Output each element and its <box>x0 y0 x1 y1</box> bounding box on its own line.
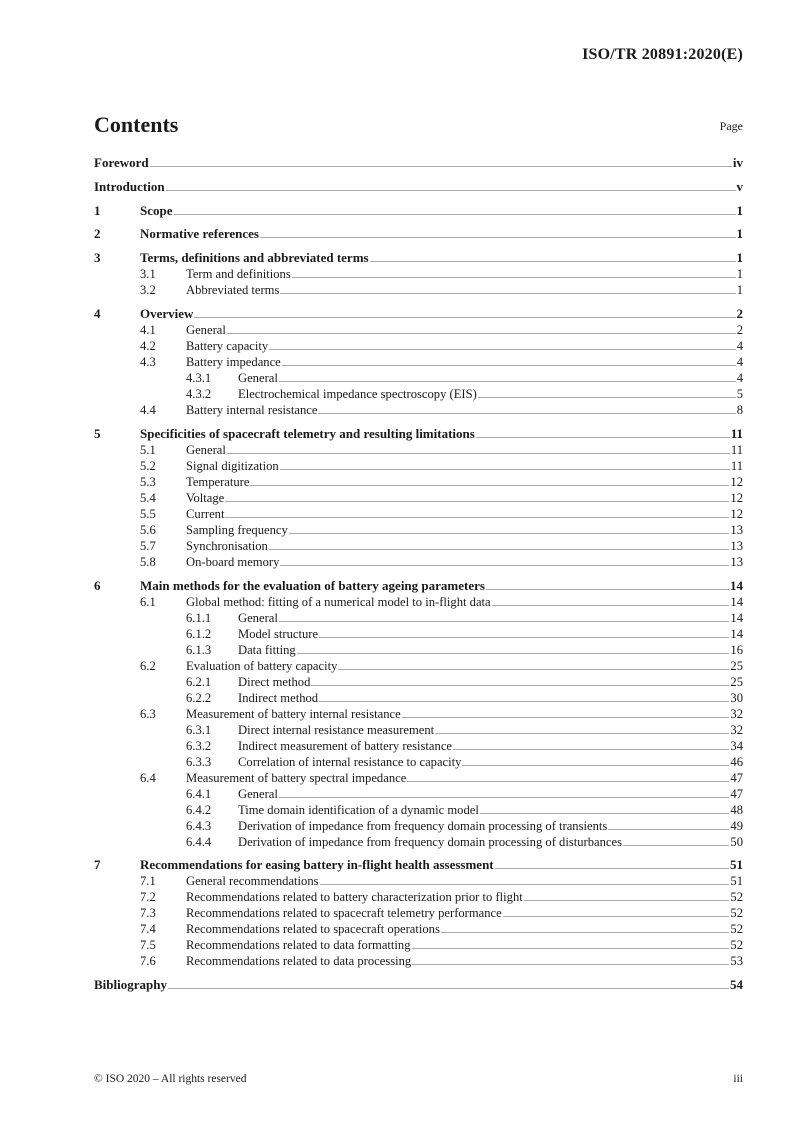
toc-entry[interactable] <box>94 266 743 282</box>
toc-entry-page[interactable]: 32 <box>730 722 743 737</box>
toc-entry[interactable] <box>94 921 743 937</box>
toc-entry[interactable] <box>94 226 743 242</box>
dot-leader <box>150 166 732 167</box>
toc-entry[interactable] <box>94 538 743 554</box>
toc-entry[interactable] <box>94 626 743 642</box>
toc-entry-number: 6.2.1 <box>186 674 212 689</box>
toc-entry[interactable] <box>94 905 743 921</box>
toc-entry-title[interactable]: Correlation of internal resistance to capacity <box>238 754 462 769</box>
toc-entry-page[interactable]: 14 <box>730 610 743 625</box>
toc-entry-page[interactable]: 11 <box>730 425 743 441</box>
toc-entry-title[interactable]: Normative references <box>140 226 259 242</box>
toc-entry-page[interactable]: 25 <box>730 674 743 689</box>
toc-entry[interactable] <box>94 370 743 386</box>
toc-entry-page[interactable]: 46 <box>730 754 743 769</box>
dot-leader <box>480 813 730 814</box>
toc-entry[interactable] <box>94 506 743 522</box>
toc-entry[interactable] <box>94 179 743 195</box>
dot-leader <box>435 733 729 734</box>
toc-entry[interactable] <box>94 490 743 506</box>
toc-entry-page[interactable]: 8 <box>736 402 743 417</box>
toc-entry[interactable] <box>94 770 743 786</box>
toc-entry-number: 4.3.1 <box>186 370 212 385</box>
dot-leader <box>486 589 729 590</box>
toc-entry[interactable] <box>94 322 743 338</box>
toc-entry[interactable] <box>94 610 743 626</box>
toc-entry-page[interactable]: 25 <box>730 658 743 673</box>
toc-entry[interactable] <box>94 873 743 889</box>
dot-leader <box>412 964 729 965</box>
dot-leader <box>194 317 735 318</box>
toc-entry-title[interactable]: Foreword <box>94 155 149 170</box>
toc-entry-title[interactable]: Measurement of battery spectral impedance <box>186 770 407 785</box>
toc-entry-page[interactable]: 2 <box>736 322 743 337</box>
toc-entry-title[interactable]: Abbreviated terms <box>186 283 280 298</box>
toc-entry-number: 5.8 <box>140 554 156 569</box>
toc-entry[interactable] <box>94 937 743 953</box>
toc-entry[interactable] <box>94 578 743 594</box>
toc-entry-page[interactable]: 1 <box>736 267 743 282</box>
toc-entry-page[interactable]: 4 <box>736 338 743 353</box>
toc-entry-title[interactable]: General <box>238 370 278 385</box>
toc-entry-title[interactable]: Global method: fitting of a numerical model to in-flight data <box>186 594 491 609</box>
toc-entry-number: 7 <box>94 857 101 873</box>
toc-entry-page[interactable]: 54 <box>730 977 743 993</box>
toc-entry-page[interactable]: 1 <box>736 283 743 298</box>
toc-entry[interactable] <box>94 818 743 834</box>
dot-leader <box>492 605 730 606</box>
dot-leader <box>279 797 730 798</box>
toc-entry-number: 5.4 <box>140 490 156 505</box>
toc-entry[interactable] <box>94 977 743 993</box>
toc-entry-number: 4.1 <box>140 322 156 337</box>
toc-entry-title[interactable]: Recommendations related to data formatting <box>186 938 411 953</box>
contents-heading: Contents <box>94 112 179 137</box>
toc-entry-number: 5.7 <box>140 538 156 553</box>
dot-leader <box>280 565 729 566</box>
toc-entry-page[interactable]: 34 <box>730 738 743 753</box>
toc-entry-number: 3 <box>94 250 101 266</box>
toc-entry-number: 5.6 <box>140 522 156 537</box>
toc-entry[interactable] <box>94 554 743 570</box>
toc-entry-number: 7.3 <box>140 906 156 921</box>
toc-entry-page[interactable]: 16 <box>730 642 743 657</box>
toc-entry[interactable] <box>94 474 743 490</box>
toc-entry-title[interactable]: General <box>186 442 226 457</box>
toc-entry-number: 6.1.1 <box>186 610 212 625</box>
toc-entry-page[interactable]: v <box>736 178 743 194</box>
dot-leader <box>370 261 736 262</box>
toc-entry-page[interactable]: 14 <box>730 626 743 641</box>
toc-entry-number: 5.2 <box>140 458 156 473</box>
toc-entry[interactable] <box>94 674 743 690</box>
toc-entry-title[interactable]: Recommendations related to spacecraft operations <box>186 922 440 937</box>
toc-entry-title[interactable]: Measurement of battery internal resistance <box>186 706 401 721</box>
dot-leader <box>476 437 730 438</box>
dot-leader <box>166 190 736 191</box>
toc-entry-number: 6.3.1 <box>186 722 212 737</box>
toc-entry-page[interactable]: 12 <box>730 474 743 489</box>
dot-leader <box>297 653 730 654</box>
toc-entry-page[interactable]: 52 <box>730 906 743 921</box>
toc-entry[interactable] <box>94 754 743 770</box>
dot-leader <box>319 701 729 702</box>
toc-entry-number: 7.1 <box>140 874 156 889</box>
toc-entry-number: 6 <box>94 577 101 593</box>
dot-leader <box>462 765 729 766</box>
toc-entry[interactable] <box>94 889 743 905</box>
toc-entry-number: 6.1 <box>140 594 156 609</box>
dot-leader <box>282 365 736 366</box>
toc-entry-number: 4.4 <box>140 402 156 417</box>
dot-leader <box>319 637 729 638</box>
toc-entry-title[interactable]: Recommendations related to spacecraft telemetry performance <box>186 906 502 921</box>
toc-entry[interactable] <box>94 722 743 738</box>
dot-leader <box>503 916 730 917</box>
toc-entry-title[interactable]: Derivation of impedance from frequency domain processing of disturbances <box>238 834 622 849</box>
toc-entry-page[interactable]: 13 <box>730 554 743 569</box>
dot-leader <box>608 829 729 830</box>
toc-entry-number: 4.3 <box>140 354 156 369</box>
toc-entry-page[interactable]: 13 <box>730 538 743 553</box>
toc-entry-number: 6.3.3 <box>186 754 212 769</box>
toc-entry[interactable] <box>94 706 743 722</box>
dot-leader <box>441 932 730 933</box>
toc-entry-number: 6.4.2 <box>186 802 212 817</box>
toc-entry[interactable] <box>94 458 743 474</box>
toc-entry-title[interactable]: Recommendations related to battery characterization prior to flight <box>186 890 523 905</box>
dot-leader <box>227 333 736 334</box>
dot-leader <box>338 669 729 670</box>
toc-entry-title[interactable]: Battery impedance <box>186 354 281 369</box>
dot-leader <box>280 469 730 470</box>
toc-entry-page[interactable]: 1 <box>736 250 743 266</box>
dot-leader <box>174 214 736 215</box>
toc-entry-page[interactable]: 4 <box>736 354 743 369</box>
toc-entry-page[interactable]: iv <box>732 155 743 170</box>
toc-entry-number: 2 <box>94 226 101 242</box>
dot-leader <box>250 485 729 486</box>
toc-entry-page[interactable]: 53 <box>730 954 743 969</box>
toc-entry[interactable] <box>94 802 743 818</box>
toc-entry-title[interactable]: Electrochemical impedance spectroscopy (EIS) <box>238 386 477 401</box>
toc-entry-number: 4 <box>94 305 101 321</box>
toc-entry-title[interactable]: General <box>186 322 226 337</box>
dot-leader <box>524 900 730 901</box>
toc-entry-page[interactable]: 11 <box>730 442 743 457</box>
toc-entry-number: 7.5 <box>140 938 156 953</box>
toc-entry-title[interactable]: Temperature <box>186 474 250 489</box>
toc-entry[interactable] <box>94 953 743 969</box>
toc-entry[interactable] <box>94 642 743 658</box>
toc-entry-page[interactable]: 51 <box>730 874 743 889</box>
toc-entry-page[interactable]: 50 <box>730 834 743 849</box>
toc-entry-page[interactable]: 52 <box>730 938 743 953</box>
toc-entry-title[interactable]: Recommendations related to data processing <box>186 954 412 969</box>
dot-leader <box>279 621 730 622</box>
toc-entry-title[interactable]: Synchronisation <box>186 538 268 553</box>
toc-entry-title[interactable]: Indirect method <box>238 690 319 705</box>
toc-entry-page[interactable]: 1 <box>736 202 743 218</box>
toc-entry[interactable] <box>94 338 743 354</box>
toc-entry-page[interactable]: 47 <box>730 786 743 801</box>
toc-entry-page[interactable]: 12 <box>730 506 743 521</box>
toc-entry[interactable] <box>94 402 743 418</box>
toc-entry-page[interactable]: 14 <box>730 594 743 609</box>
toc-entry-title[interactable]: Data fitting <box>238 642 296 657</box>
toc-entry-title[interactable]: Terms, definitions and abbreviated terms <box>140 250 369 266</box>
toc-entry-number: 6.3 <box>140 706 156 721</box>
toc-entry-number: 5.5 <box>140 506 156 521</box>
dot-leader <box>227 453 730 454</box>
dot-leader <box>318 413 735 414</box>
toc-entry-title[interactable]: Direct internal resistance measurement <box>238 722 435 737</box>
dot-leader <box>168 988 729 989</box>
dot-leader <box>311 685 729 686</box>
toc-entry-page[interactable]: 32 <box>730 706 743 721</box>
toc-entry-number: 6.4.1 <box>186 786 212 801</box>
toc-entry[interactable] <box>94 306 743 322</box>
dot-leader <box>225 501 729 502</box>
dot-leader <box>225 517 729 518</box>
page-number: iii <box>733 1073 743 1085</box>
toc-entry[interactable] <box>94 594 743 610</box>
toc-entry-number: 3.1 <box>140 267 156 282</box>
toc-entry-title[interactable]: Evaluation of battery capacity <box>186 658 338 673</box>
toc-entry-page[interactable]: 2 <box>736 305 743 321</box>
dot-leader <box>402 717 730 718</box>
toc-entry-page[interactable]: 5 <box>736 386 743 401</box>
toc-entry-number: 7.2 <box>140 890 156 905</box>
dot-leader <box>289 533 730 534</box>
toc-entry-page[interactable]: 52 <box>730 890 743 905</box>
toc-entry-number: 7.6 <box>140 954 156 969</box>
toc-entry-title[interactable]: Voltage <box>186 490 225 505</box>
toc-entry-title[interactable]: Indirect measurement of battery resistance <box>238 738 452 753</box>
toc-entry-number: 6.4 <box>140 770 156 785</box>
toc-entry-number: 3.2 <box>140 283 156 298</box>
toc-entry[interactable] <box>94 426 743 442</box>
toc-entry[interactable] <box>94 250 743 266</box>
toc-entry-title[interactable]: Time domain identification of a dynamic model <box>238 802 479 817</box>
toc-entry-number: 6.3.2 <box>186 738 212 753</box>
toc-entry-number: 6.1.3 <box>186 642 212 657</box>
dot-leader <box>269 349 736 350</box>
toc-entry-number: 6.1.2 <box>186 626 212 641</box>
dot-leader <box>280 293 735 294</box>
toc-entry-number: 4.2 <box>140 338 156 353</box>
toc-entry[interactable] <box>94 354 743 370</box>
toc-entry-number: 6.2 <box>140 658 156 673</box>
dot-leader <box>269 549 730 550</box>
toc-entry-title[interactable]: Specificities of spacecraft telemetry and resulting limitations <box>140 425 475 441</box>
dot-leader <box>407 781 729 782</box>
toc-entry-title[interactable]: Introduction <box>94 178 165 194</box>
toc-entry-number: 4.3.2 <box>186 386 212 401</box>
toc-entry-title[interactable]: Signal digitization <box>186 458 279 473</box>
toc-entry[interactable] <box>94 786 743 802</box>
dot-leader <box>292 277 736 278</box>
toc-entry-title[interactable]: Battery capacity <box>186 338 269 353</box>
page-column-label: Page <box>719 119 743 133</box>
dot-leader <box>412 948 730 949</box>
toc-entry-title[interactable]: On-board memory <box>186 554 280 569</box>
toc-entry-title[interactable]: Scope <box>140 202 173 218</box>
toc-entry-number: 1 <box>94 202 101 218</box>
toc-entry-title[interactable]: Sampling frequency <box>186 522 288 537</box>
toc-entry-page[interactable]: 11 <box>730 458 743 473</box>
toc-entry-title[interactable]: Bibliography <box>94 977 167 993</box>
dot-leader <box>260 237 736 238</box>
toc-entry-page[interactable]: 47 <box>730 770 743 785</box>
dot-leader <box>279 381 736 382</box>
toc-entry-number: 6.2.2 <box>186 690 212 705</box>
toc-entry[interactable] <box>94 203 743 219</box>
toc-entry-title[interactable]: Derivation of impedance from frequency domain processing of transients <box>238 818 608 833</box>
toc-entry-title[interactable]: Model structure <box>238 626 319 641</box>
toc-entry-title[interactable]: Current <box>186 506 225 521</box>
toc-entry-page[interactable]: 1 <box>736 226 743 242</box>
toc-entry-page[interactable]: 49 <box>730 818 743 833</box>
toc-entry-page[interactable]: 4 <box>736 370 743 385</box>
toc-entry[interactable] <box>94 155 743 171</box>
dot-leader <box>623 845 729 846</box>
toc-entry-title[interactable]: Term and definitions <box>186 267 291 282</box>
toc-entry-page[interactable]: 30 <box>730 690 743 705</box>
dot-leader <box>320 884 730 885</box>
toc-entry[interactable] <box>94 522 743 538</box>
toc-entry-number: 6.4.3 <box>186 818 212 833</box>
toc-entry-title[interactable]: Battery internal resistance <box>186 402 318 417</box>
toc-entry[interactable] <box>94 282 743 298</box>
toc-entry-title[interactable]: General <box>238 610 278 625</box>
toc-entry-number: 5 <box>94 425 101 441</box>
table-of-contents <box>94 155 743 993</box>
toc-entry[interactable] <box>94 386 743 402</box>
dot-leader <box>478 397 736 398</box>
toc-entry[interactable] <box>94 442 743 458</box>
toc-entry-title[interactable]: Overview <box>140 305 194 321</box>
toc-entry-page[interactable]: 48 <box>730 802 743 817</box>
dot-leader <box>495 868 729 869</box>
toc-entry[interactable] <box>94 690 743 706</box>
toc-entry-number: 6.4.4 <box>186 834 212 849</box>
toc-entry[interactable] <box>94 834 743 850</box>
toc-entry-page[interactable]: 12 <box>730 490 743 505</box>
toc-entry-page[interactable]: 52 <box>730 922 743 937</box>
toc-entry-title[interactable]: Recommendations for easing battery in-flight health assessment <box>140 857 494 873</box>
toc-entry-title[interactable]: General recommendations <box>186 874 319 889</box>
document-id: ISO/TR 20891:2020(E) <box>582 46 743 63</box>
toc-entry-title[interactable]: Direct method <box>238 674 311 689</box>
toc-entry-number: 5.1 <box>140 442 156 457</box>
toc-entry[interactable] <box>94 658 743 674</box>
toc-entry-page[interactable]: 13 <box>730 522 743 537</box>
toc-entry-page[interactable]: 14 <box>730 577 743 593</box>
dot-leader <box>453 749 729 750</box>
toc-entry-number: 7.4 <box>140 922 156 937</box>
copyright-notice: © ISO 2020 – All rights reserved <box>94 1073 247 1085</box>
toc-entry[interactable] <box>94 857 743 873</box>
toc-entry-number: 5.3 <box>140 474 156 489</box>
toc-entry[interactable] <box>94 738 743 754</box>
toc-entry-page[interactable]: 51 <box>730 857 743 873</box>
toc-entry-title[interactable]: General <box>238 786 278 801</box>
toc-entry-title[interactable]: Main methods for the evaluation of battery ageing parameters <box>140 577 485 593</box>
